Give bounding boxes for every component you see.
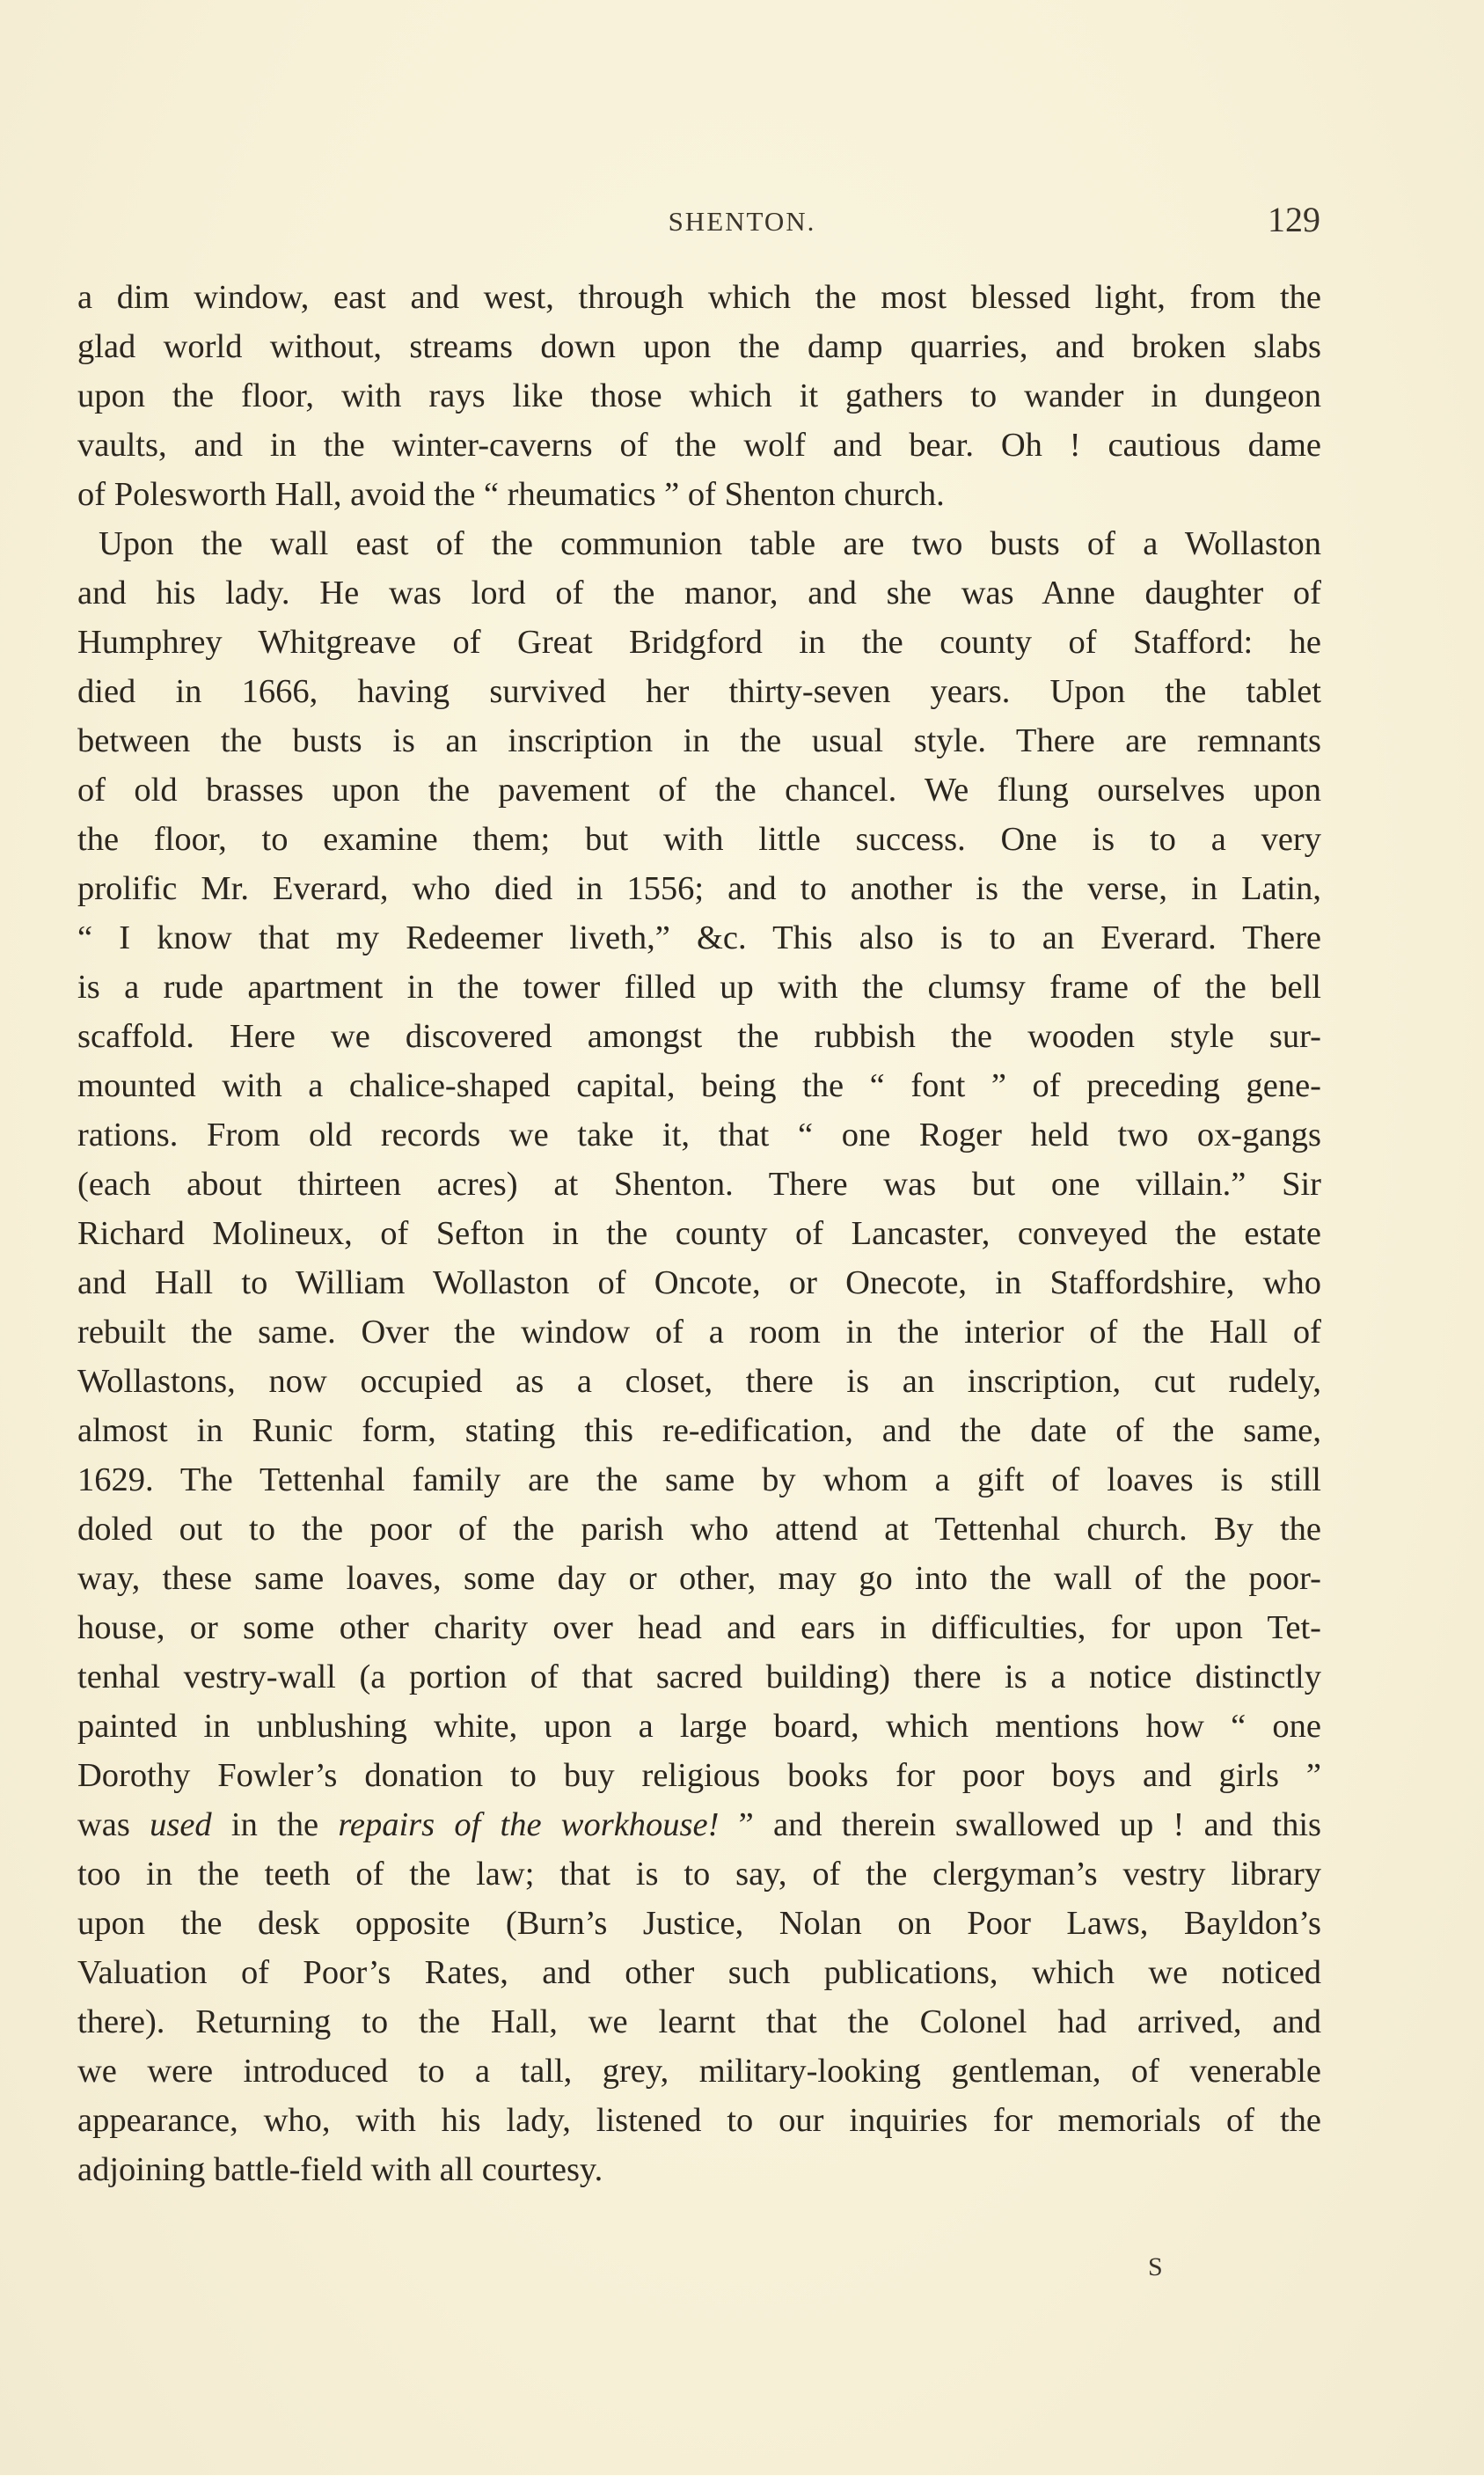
emphasis-repairs: repairs of the workhouse! — [338, 1806, 720, 1843]
text-run: was — [77, 1806, 150, 1843]
text-run: ” and therein swallowed up ! and this — [719, 1806, 1322, 1843]
text-line: rebuilt the same. Over the window of a room in the interior of the Hall of — [77, 1314, 1321, 1351]
text-line: Dorothy Fowler’s donation to buy religious books for poor boys and girls ” — [77, 1757, 1321, 1794]
page-header — [0, 199, 1484, 248]
text-line: we were introduced to a tall, grey, military-looking gentleman, of venerable — [77, 2053, 1321, 2090]
page-number: 129 — [1268, 200, 1320, 239]
text-line: scaffold. Here we discovered amongst the rubbish the wooden style sur- — [77, 1018, 1321, 1055]
text-line: tenhal vestry-wall (a portion of that sacred building) there is a notice distinctly — [77, 1659, 1321, 1695]
text-line: (each about thirteen acres) at Shenton. There was but one villain.” Sir — [77, 1166, 1321, 1203]
text-line: Wollastons, now occupied as a closet, there is an inscription, cut rudely, — [77, 1363, 1321, 1400]
text-line: glad world without, streams down upon the damp quarries, and broken slabs — [77, 328, 1321, 365]
text-line: Richard Molineux, of Sefton in the county of Lancaster, conveyed the estate — [77, 1215, 1321, 1252]
text-line: doled out to the poor of the parish who attend at Tettenhal church. By the — [77, 1511, 1321, 1548]
text-line: “ I know that my Redeemer liveth,” &c. This also is to an Everard. There — [77, 919, 1321, 956]
body-text — [77, 273, 1321, 2194]
text-line: adjoining battle-field with all courtesy. — [77, 2151, 603, 2188]
text-run: in the — [211, 1806, 339, 1843]
text-line: between the busts is an inscription in the usual style. There are remnants — [77, 722, 1321, 759]
text-line: and Hall to William Wollaston of Oncote, or Onecote, in Staffordshire, who — [77, 1264, 1321, 1301]
text-line: of Polesworth Hall, avoid the “ rheumatics ” of Shenton church. — [77, 476, 945, 513]
text-line: Humphrey Whitgreave of Great Bridgford in the county of Stafford: he — [77, 624, 1321, 661]
text-line: of old brasses upon the pavement of the chancel. We flung ourselves upon — [77, 772, 1321, 809]
signature-mark: S — [1148, 2252, 1163, 2281]
text-line: vaults, and in the winter-caverns of the wolf and bear. Oh ! cautious dame — [77, 427, 1321, 464]
text-line: died in 1666, having survived her thirty-seven years. Upon the tablet — [77, 673, 1321, 710]
text-line-mixed — [77, 1800, 1321, 1849]
text-line: appearance, who, with his lady, listened to our inquiries for memorials of the — [77, 2102, 1321, 2139]
running-head: SHENTON. — [668, 206, 816, 237]
text-line: rations. From old records we take it, that “ one Roger held two ox-gangs — [77, 1117, 1321, 1153]
text-line: a dim window, east and west, through which the most blessed light, from the — [77, 279, 1321, 316]
text-line: 1629. The Tettenhal family are the same by whom a gift of loaves is still — [77, 1461, 1321, 1498]
text-line: mounted with a chalice-shaped capital, being the “ font ” of preceding gene- — [77, 1067, 1321, 1104]
text-line: house, or some other charity over head and ears in difficulties, for upon Tet- — [77, 1609, 1321, 1646]
text-line: prolific Mr. Everard, who died in 1556; and to another is the verse, in Latin, — [77, 870, 1321, 907]
text-line: upon the floor, with rays like those which it gathers to wander in dungeon — [77, 377, 1321, 414]
text-line: almost in Runic form, stating this re-edification, and the date of the same, — [77, 1412, 1321, 1449]
text-line: the floor, to examine them; but with little success. One is to a very — [77, 821, 1321, 858]
text-line: upon the desk opposite (Burn’s Justice, Nolan on Poor Laws, Bayldon’s — [77, 1905, 1321, 1942]
text-line: way, these same loaves, some day or other, may go into the wall of the poor- — [77, 1560, 1321, 1597]
text-line: and his lady. He was lord of the manor, and she was Anne daughter of — [77, 575, 1321, 611]
text-line: too in the teeth of the law; that is to say, of the clergyman’s vestry library — [77, 1856, 1321, 1893]
text-line: Upon the wall east of the communion table are two busts of a Wollaston — [99, 525, 1321, 562]
text-line: Valuation of Poor’s Rates, and other such publications, which we noticed — [77, 1954, 1321, 1991]
text-line: there). Returning to the Hall, we learnt that the Colonel had arrived, and — [77, 2003, 1321, 2040]
text-line: is a rude apartment in the tower filled up with the clumsy frame of the bell — [77, 969, 1321, 1006]
text-line: painted in unblushing white, upon a large board, which mentions how “ one — [77, 1708, 1321, 1745]
emphasis-used: used — [150, 1806, 212, 1843]
